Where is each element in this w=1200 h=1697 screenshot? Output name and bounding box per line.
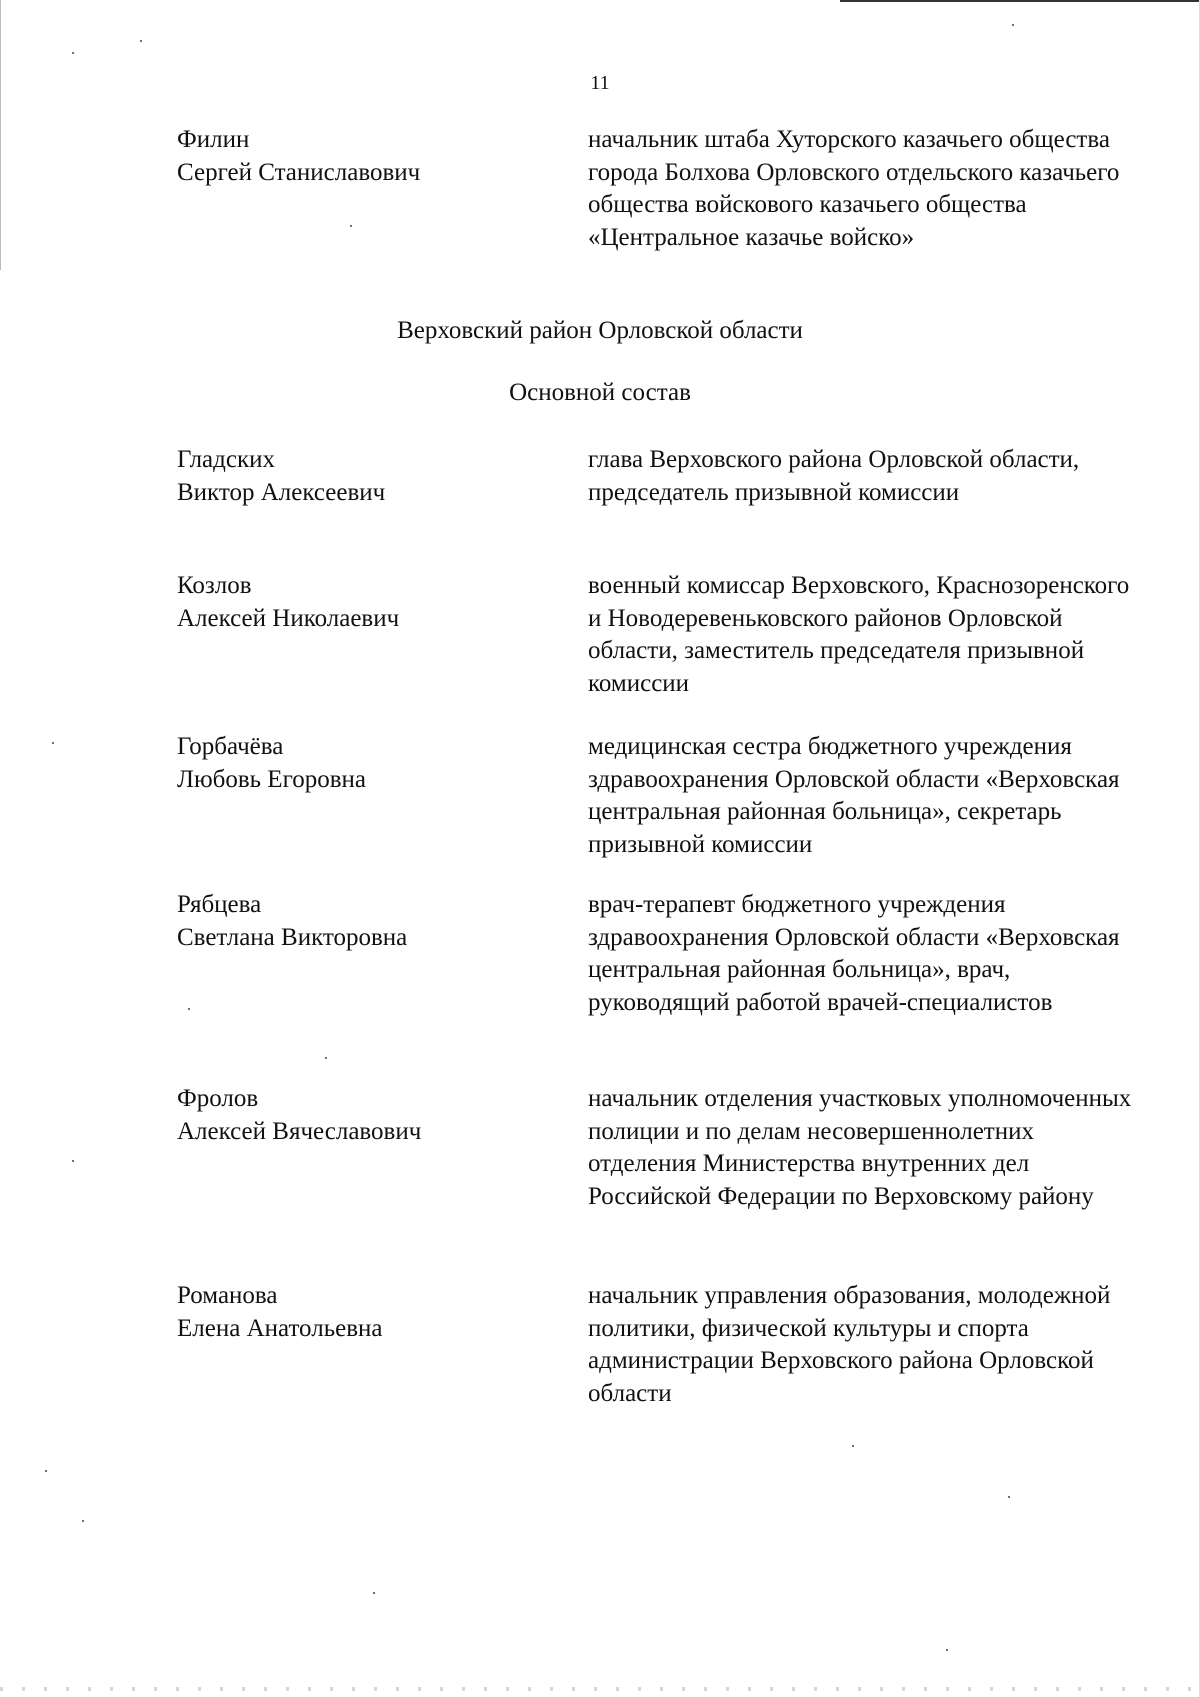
scan-speck [52, 742, 54, 744]
member-given-names: Алексей Николаевич [177, 604, 400, 632]
member-position: медицинская сестра бюджетного учреждения здравоохранения Орловской области «Верховская центральная районная больница», секретарь призывной комиссии [588, 733, 1120, 858]
member-position: начальник штаба Хуторского казачьего общества города Болхова Орловского отдельского казачьего общества войскового казачьего общества «Центральное казачье войско» [588, 126, 1120, 251]
member-surname: Козлов [177, 572, 252, 599]
member-surname: Романова [177, 1282, 278, 1309]
scan-speck [82, 1520, 84, 1522]
scan-edge-top [840, 0, 1200, 2]
scan-speck [325, 1057, 327, 1059]
member-given-names: Сергей Станиславович [177, 158, 421, 186]
member-position: военный комиссар Верховского, Краснозоренского и Новодеревеньковского районов Орловской области, заместитель председателя призывной комиссии [588, 572, 1130, 697]
scan-speck [140, 40, 142, 42]
member-surname: Горбачёва [177, 733, 284, 760]
member-given-names: Алексей Вячеславович [177, 1117, 422, 1145]
scan-speck [45, 1470, 47, 1472]
scan-speck [350, 225, 352, 227]
member-name [177, 444, 557, 509]
section-title: Верховский район Орловской области [397, 317, 803, 344]
member-name [177, 124, 557, 189]
subsection-title: Основной состав [509, 379, 691, 406]
member-name [177, 570, 557, 635]
scan-noise [0, 1687, 1200, 1691]
member-name [177, 889, 557, 954]
member-name [177, 731, 557, 796]
scan-speck [188, 1008, 190, 1010]
scan-speck [1012, 24, 1014, 26]
page-number: 11 [590, 72, 610, 94]
member-position: начальник отделения участковых уполномоченных полиции и по делам несовершеннолетних отделения Министерства внутренних дел Российской Федерации по Верховскому району [588, 1085, 1132, 1210]
member-position: начальник управления образования, молодежной политики, физической культуры и спорта администрации Верховского района Орловской области [588, 1282, 1111, 1407]
member-name [177, 1280, 557, 1345]
member-given-names: Елена Анатольевна [177, 1314, 383, 1342]
member-surname: Гладских [177, 446, 275, 473]
scan-speck [373, 1592, 375, 1594]
scan-speck [72, 1160, 74, 1162]
member-surname: Филин [177, 126, 250, 153]
member-position: врач-терапевт бюджетного учреждения здравоохранения Орловской области «Верховская центральная районная больница», врач, руководящий работой врачей-специалистов [588, 891, 1120, 1016]
scan-edge-left [0, 0, 1, 270]
scan-speck [946, 1649, 948, 1651]
member-position: глава Верховского района Орловской области, председатель призывной комиссии [588, 446, 1080, 506]
scan-speck [1008, 1496, 1010, 1498]
member-given-names: Любовь Егоровна [177, 765, 366, 793]
scan-speck [72, 52, 74, 54]
member-given-names: Светлана Викторовна [177, 923, 408, 951]
member-name [177, 1083, 557, 1148]
scan-speck [852, 1445, 854, 1447]
member-surname: Рябцева [177, 891, 262, 918]
member-surname: Фролов [177, 1085, 259, 1112]
member-given-names: Виктор Алексеевич [177, 478, 386, 506]
